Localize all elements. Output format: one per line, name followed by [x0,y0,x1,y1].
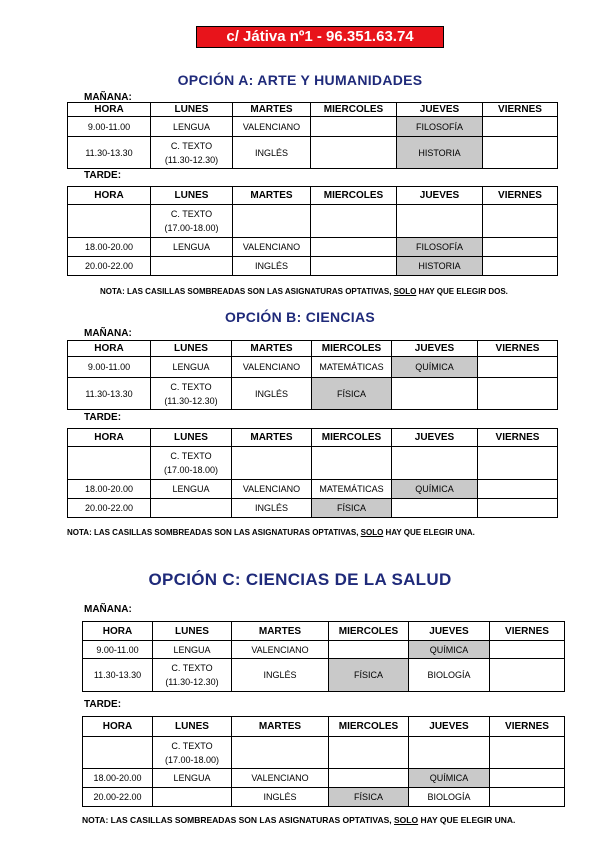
cell-subject: C. TEXTO [170,381,212,392]
table-row [83,788,565,807]
cell-martes: VALENCIANO [233,238,311,257]
table-row [68,480,558,499]
cell-lunes: LENGUA [153,769,232,788]
cell-viernes [478,447,558,480]
cell-miercoles [311,205,397,238]
col-viernes: VIERNES [478,429,558,447]
cell-miercoles [329,641,409,659]
cell-viernes [490,769,565,788]
col-lunes: LUNES [151,341,232,357]
option-c-morning-table [82,621,565,692]
cell-miercoles: MATEMÁTICAS [312,480,392,499]
contact-header: c/ Játiva nº1 - 96.351.63.74 [196,26,444,48]
cell-martes [233,205,311,238]
note-text: NOTA: LAS CASILLAS SOMBREADAS SON LAS ASIGNATURAS OPTATIVAS, [67,528,361,537]
note-solo: SOLO [394,815,419,825]
col-hora: HORA [83,717,153,737]
table-row [83,769,565,788]
cell-martes [232,447,312,480]
cell-viernes [490,737,565,769]
col-viernes: VIERNES [478,341,558,357]
cell-jueves [392,499,478,518]
option-c-note [82,815,515,825]
cell-hora: 20.00-22.00 [68,257,151,276]
cell-lunes [151,378,232,410]
cell-hora [68,205,151,238]
cell-hora: 20.00-22.00 [68,499,151,518]
cell-martes: INGLÉS [232,788,329,807]
cell-viernes [483,238,558,257]
option-b-title: OPCIÓN B: CIENCIAS [224,309,376,325]
note-text-end: HAY QUE ELEGIR UNA. [383,528,475,537]
table-row [68,257,558,276]
col-miercoles: MIERCOLES [311,103,397,117]
cell-jueves: BIOLOGÍA [409,788,490,807]
col-jueves: JUEVES [409,717,490,737]
table-row [68,117,558,137]
cell-viernes [483,117,558,137]
cell-subject: C. TEXTO [170,140,213,151]
option-a-title: OPCIÓN A: ARTE Y HUMANIDADES [177,72,423,88]
col-lunes: LUNES [151,429,232,447]
cell-viernes [483,205,558,238]
table-row [83,641,565,659]
note-text-end: HAY QUE ELEGIR UNA. [418,815,516,825]
note-text: NOTA: LAS CASILLAS SOMBREADAS SON LAS ASIGNATURAS OPTATIVAS, [100,287,394,296]
cell-time: (17.00-18.00) [164,223,219,233]
cell-lunes: LENGUA [153,641,232,659]
option-c-morning-label: MAÑANA: [84,604,132,615]
cell-lunes [151,257,233,276]
cell-viernes [478,480,558,499]
col-miercoles: MIERCOLES [312,429,392,447]
note-text: NOTA: LAS CASILLAS SOMBREADAS SON LAS ASIGNATURAS OPTATIVAS, [82,815,394,825]
cell-jueves: HISTORIA [397,257,483,276]
cell-lunes: LENGUA [151,480,232,499]
cell-subject: C. TEXTO [170,451,212,461]
cell-martes: VALENCIANO [233,117,311,137]
option-a-morning-label: MAÑANA: [84,92,132,103]
cell-time: (17.00-18.00) [164,754,220,765]
cell-lunes: LENGUA [151,357,232,378]
cell-lunes [151,499,232,518]
cell-martes: VALENCIANO [232,641,329,659]
note-solo: SOLO [360,528,384,537]
col-martes: MARTES [233,103,311,117]
col-lunes: LUNES [153,717,232,737]
cell-viernes [478,357,558,378]
cell-jueves [397,205,483,238]
cell-miercoles [311,137,397,169]
cell-jueves: QUÍMICA [409,769,490,788]
col-jueves: JUEVES [392,341,478,357]
option-c-title: OPCIÓN C: CIENCIAS DE LA SALUD [148,570,452,589]
col-martes: MARTES [233,187,311,205]
cell-hora: 11.30-13.30 [83,659,153,692]
col-hora: HORA [68,429,151,447]
cell-miercoles [311,257,397,276]
option-b-morning-label: MAÑANA: [84,328,132,339]
cell-jueves: HISTORIA [397,137,483,169]
note-text-end: HAY QUE ELEGIR DOS. [416,287,508,296]
cell-miercoles: MATEMÁTICAS [312,357,392,378]
cell-jueves: FILOSOFÍA [397,238,483,257]
cell-lunes [151,205,233,238]
cell-hora: 11.30-13.30 [68,137,151,169]
note-solo: SOLO [393,287,417,296]
col-hora: HORA [83,622,153,641]
cell-jueves: FILOSOFÍA [397,117,483,137]
col-viernes: VIERNES [483,103,558,117]
cell-martes: INGLÉS [233,257,311,276]
cell-lunes [153,788,232,807]
cell-time: (11.30-12.30) [165,677,219,687]
col-miercoles: MIERCOLES [329,717,409,737]
option-a-afternoon-label: TARDE: [84,170,122,181]
option-c-afternoon-label: TARDE: [84,699,122,710]
col-miercoles: MIERCOLES [312,341,392,357]
cell-martes: VALENCIANO [232,480,312,499]
cell-jueves: BIOLOGÍA [409,659,490,692]
col-lunes: LUNES [151,103,233,117]
col-viernes: VIERNES [490,717,565,737]
cell-martes: VALENCIANO [232,769,329,788]
option-b-afternoon-table [67,428,558,518]
cell-time: (17.00-18.00) [163,465,219,475]
cell-jueves [392,447,478,480]
cell-lunes: LENGUA [151,117,233,137]
cell-viernes [478,499,558,518]
table-row [68,238,558,257]
table-row [83,659,565,692]
cell-lunes: LENGUA [151,238,233,257]
option-b-note [67,528,475,538]
col-martes: MARTES [232,717,329,737]
cell-martes: VALENCIANO [232,357,312,378]
cell-martes: INGLÉS [232,659,329,692]
col-viernes: VIERNES [483,187,558,205]
cell-lunes [151,137,233,169]
col-hora: HORA [68,187,151,205]
cell-miercoles: FÍSICA [329,659,409,692]
cell-martes: INGLÉS [232,378,312,410]
col-lunes: LUNES [151,187,233,205]
cell-hora: 20.00-22.00 [83,788,153,807]
col-martes: MARTES [232,429,312,447]
cell-miercoles [311,238,397,257]
cell-viernes [490,788,565,807]
cell-subject: C. TEXTO [170,209,213,219]
col-lunes: LUNES [153,622,232,641]
cell-martes [232,737,329,769]
cell-viernes [490,659,565,692]
cell-subject: C. TEXTO [171,740,213,751]
table-row [83,737,565,769]
cell-miercoles [329,737,409,769]
cell-hora: 18.00-20.00 [68,480,151,499]
cell-miercoles: FÍSICA [329,788,409,807]
cell-lunes [151,447,232,480]
col-martes: MARTES [232,341,312,357]
col-miercoles: MIERCOLES [329,622,409,641]
cell-jueves: QUÍMICA [392,480,478,499]
cell-hora [83,737,153,769]
cell-hora: 9.00-11.00 [68,117,151,137]
cell-hora [68,447,151,480]
cell-miercoles [311,117,397,137]
cell-lunes [153,659,232,692]
cell-viernes [490,641,565,659]
option-a-note [100,287,508,297]
col-miercoles: MIERCOLES [311,187,397,205]
option-a-afternoon-table [67,186,558,276]
table-row [68,137,558,169]
cell-hora: 18.00-20.00 [68,238,151,257]
cell-time: (11.30-12.30) [164,154,219,165]
cell-jueves [392,378,478,410]
cell-time: (11.30-12.30) [164,395,218,406]
col-jueves: JUEVES [397,187,483,205]
table-row [68,357,558,378]
table-row [68,447,558,480]
cell-viernes [478,378,558,410]
col-hora: HORA [68,341,151,357]
cell-viernes [483,257,558,276]
option-b-morning-table [67,340,558,410]
cell-hora: 18.00-20.00 [83,769,153,788]
cell-miercoles: FÍSICA [312,499,392,518]
cell-miercoles [312,447,392,480]
cell-jueves [409,737,490,769]
cell-miercoles: FÍSICA [312,378,392,410]
cell-hora: 9.00-11.00 [83,641,153,659]
col-viernes: VIERNES [490,622,565,641]
cell-hora: 9.00-11.00 [68,357,151,378]
cell-viernes [483,137,558,169]
cell-hora: 11.30-13.30 [68,378,151,410]
col-jueves: JUEVES [392,429,478,447]
cell-martes: INGLÉS [232,499,312,518]
table-row [68,499,558,518]
col-hora: HORA [68,103,151,117]
cell-jueves: QUÍMICA [409,641,490,659]
table-row [68,378,558,410]
cell-lunes [153,737,232,769]
cell-subject: C. TEXTO [171,663,213,673]
col-martes: MARTES [232,622,329,641]
col-jueves: JUEVES [409,622,490,641]
option-b-afternoon-label: TARDE: [84,412,122,423]
cell-miercoles [329,769,409,788]
option-c-afternoon-table [82,716,565,807]
cell-martes: INGLÉS [233,137,311,169]
cell-jueves: QUÍMICA [392,357,478,378]
col-jueves: JUEVES [397,103,483,117]
table-row [68,205,558,238]
option-a-morning-table [67,102,558,169]
